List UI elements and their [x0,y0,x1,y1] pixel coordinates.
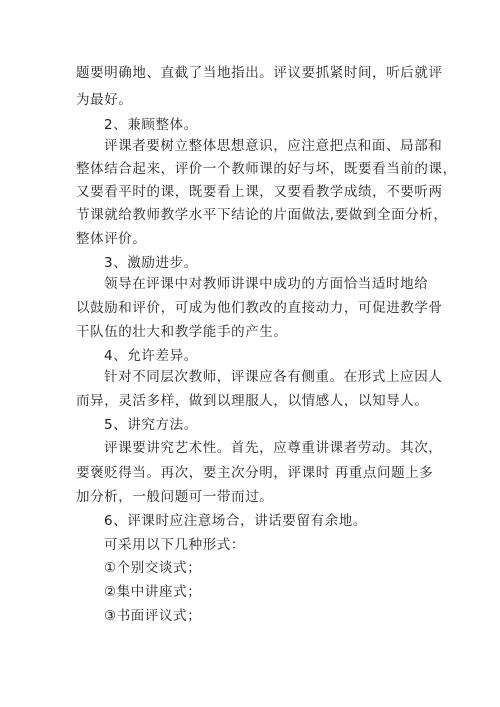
body-text-line: 节课就给教师教学水平下结论的片面做法,要做到全面分析， [76,207,448,223]
body-text-line: 为最好。 [76,92,133,108]
body-text-line: 可采用以下几种形式： [104,537,245,553]
body-text-line: 而异，灵活多样，做到以理服人，以情感人，以知导人。 [76,393,429,409]
list-item: ③书面评议式； [104,608,202,624]
body-text-line: 又要看平时的课，既要看上课，又要看教学成绩，不要听两 [76,184,443,200]
body-text-line: 题要明确地、直截了当地指出。评议要抓紧时间，听后就评 [76,65,443,81]
body-text-line: 以鼓励和评价，可成为他们教改的直接动力，可促进教学骨 [76,300,443,316]
section-heading-4: 4、允许差异。 [104,348,198,364]
body-text-line: 加分析，一般问题可一带而过。 [76,489,274,505]
section-heading-5: 5、讲究方法。 [104,417,198,433]
body-text-line: 领导在评课中对教师讲课中成功的方面恰当适时地给 [104,276,429,292]
body-text-line: 整体评价。 [76,231,147,247]
section-heading-6: 6、评课时应注意场合，讲话要留有余地。 [104,513,367,529]
body-text-line: 针对不同层次教师，评课应各有侧重。在形式上应因人 [104,369,443,385]
section-heading-3: 3、激励进步。 [104,255,198,271]
section-heading-2: 2、兼顾整体。 [104,117,198,133]
list-item: ①个别交谈式； [104,560,202,576]
body-text-line: 干队伍的壮大和教学能手的产生。 [76,324,288,340]
body-text-line: 评课者要树立整体思想意识，应注意把点和面、局部和 [104,138,443,154]
body-text-line: 整体结合起来，评价一个教师课的好与坏，既要看当前的课， [76,161,457,177]
list-item: ②集中讲座式； [104,584,202,600]
body-text-line: 评课要讲究艺术性。首先，应尊重讲课者劳动。其次， [104,440,443,456]
body-text-line: 要褒贬得当。再次，要主次分明，评课时 再重点问题上多 [76,465,434,481]
